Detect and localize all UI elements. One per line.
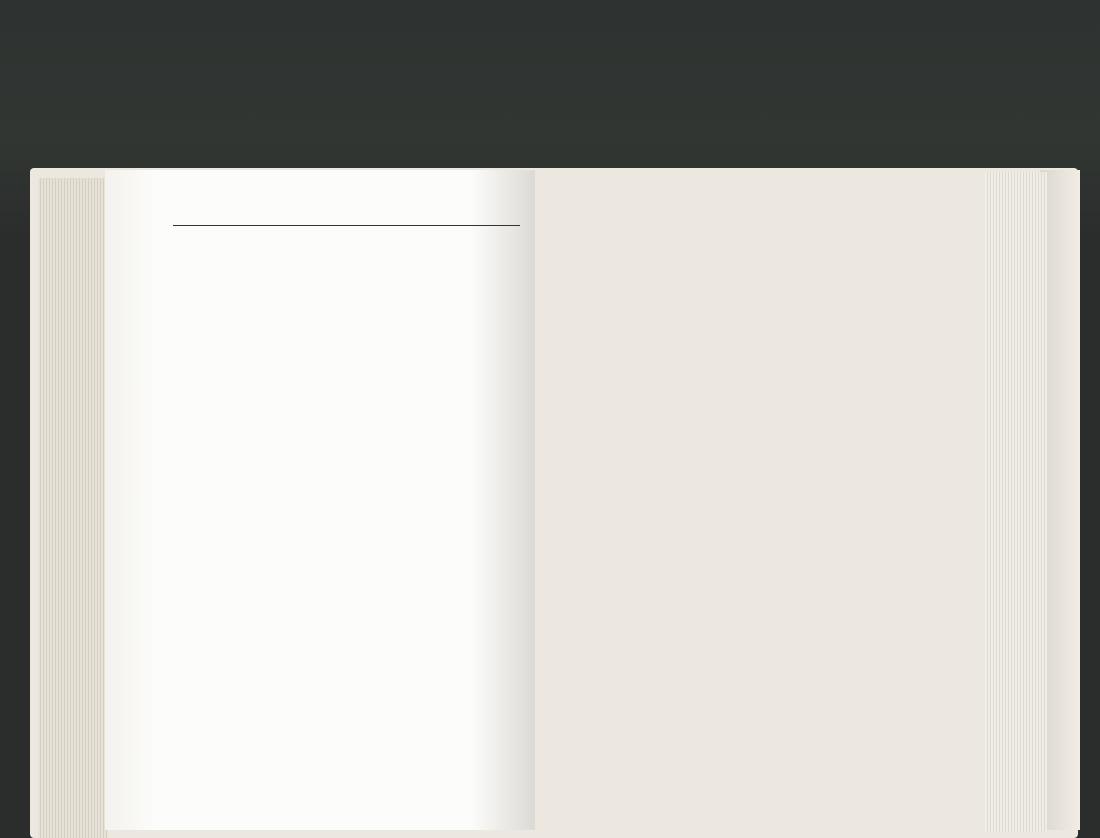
page-stack-left [38, 178, 108, 838]
header-rule [173, 225, 520, 226]
page-stack-right [985, 172, 1047, 832]
left-page [105, 170, 535, 830]
